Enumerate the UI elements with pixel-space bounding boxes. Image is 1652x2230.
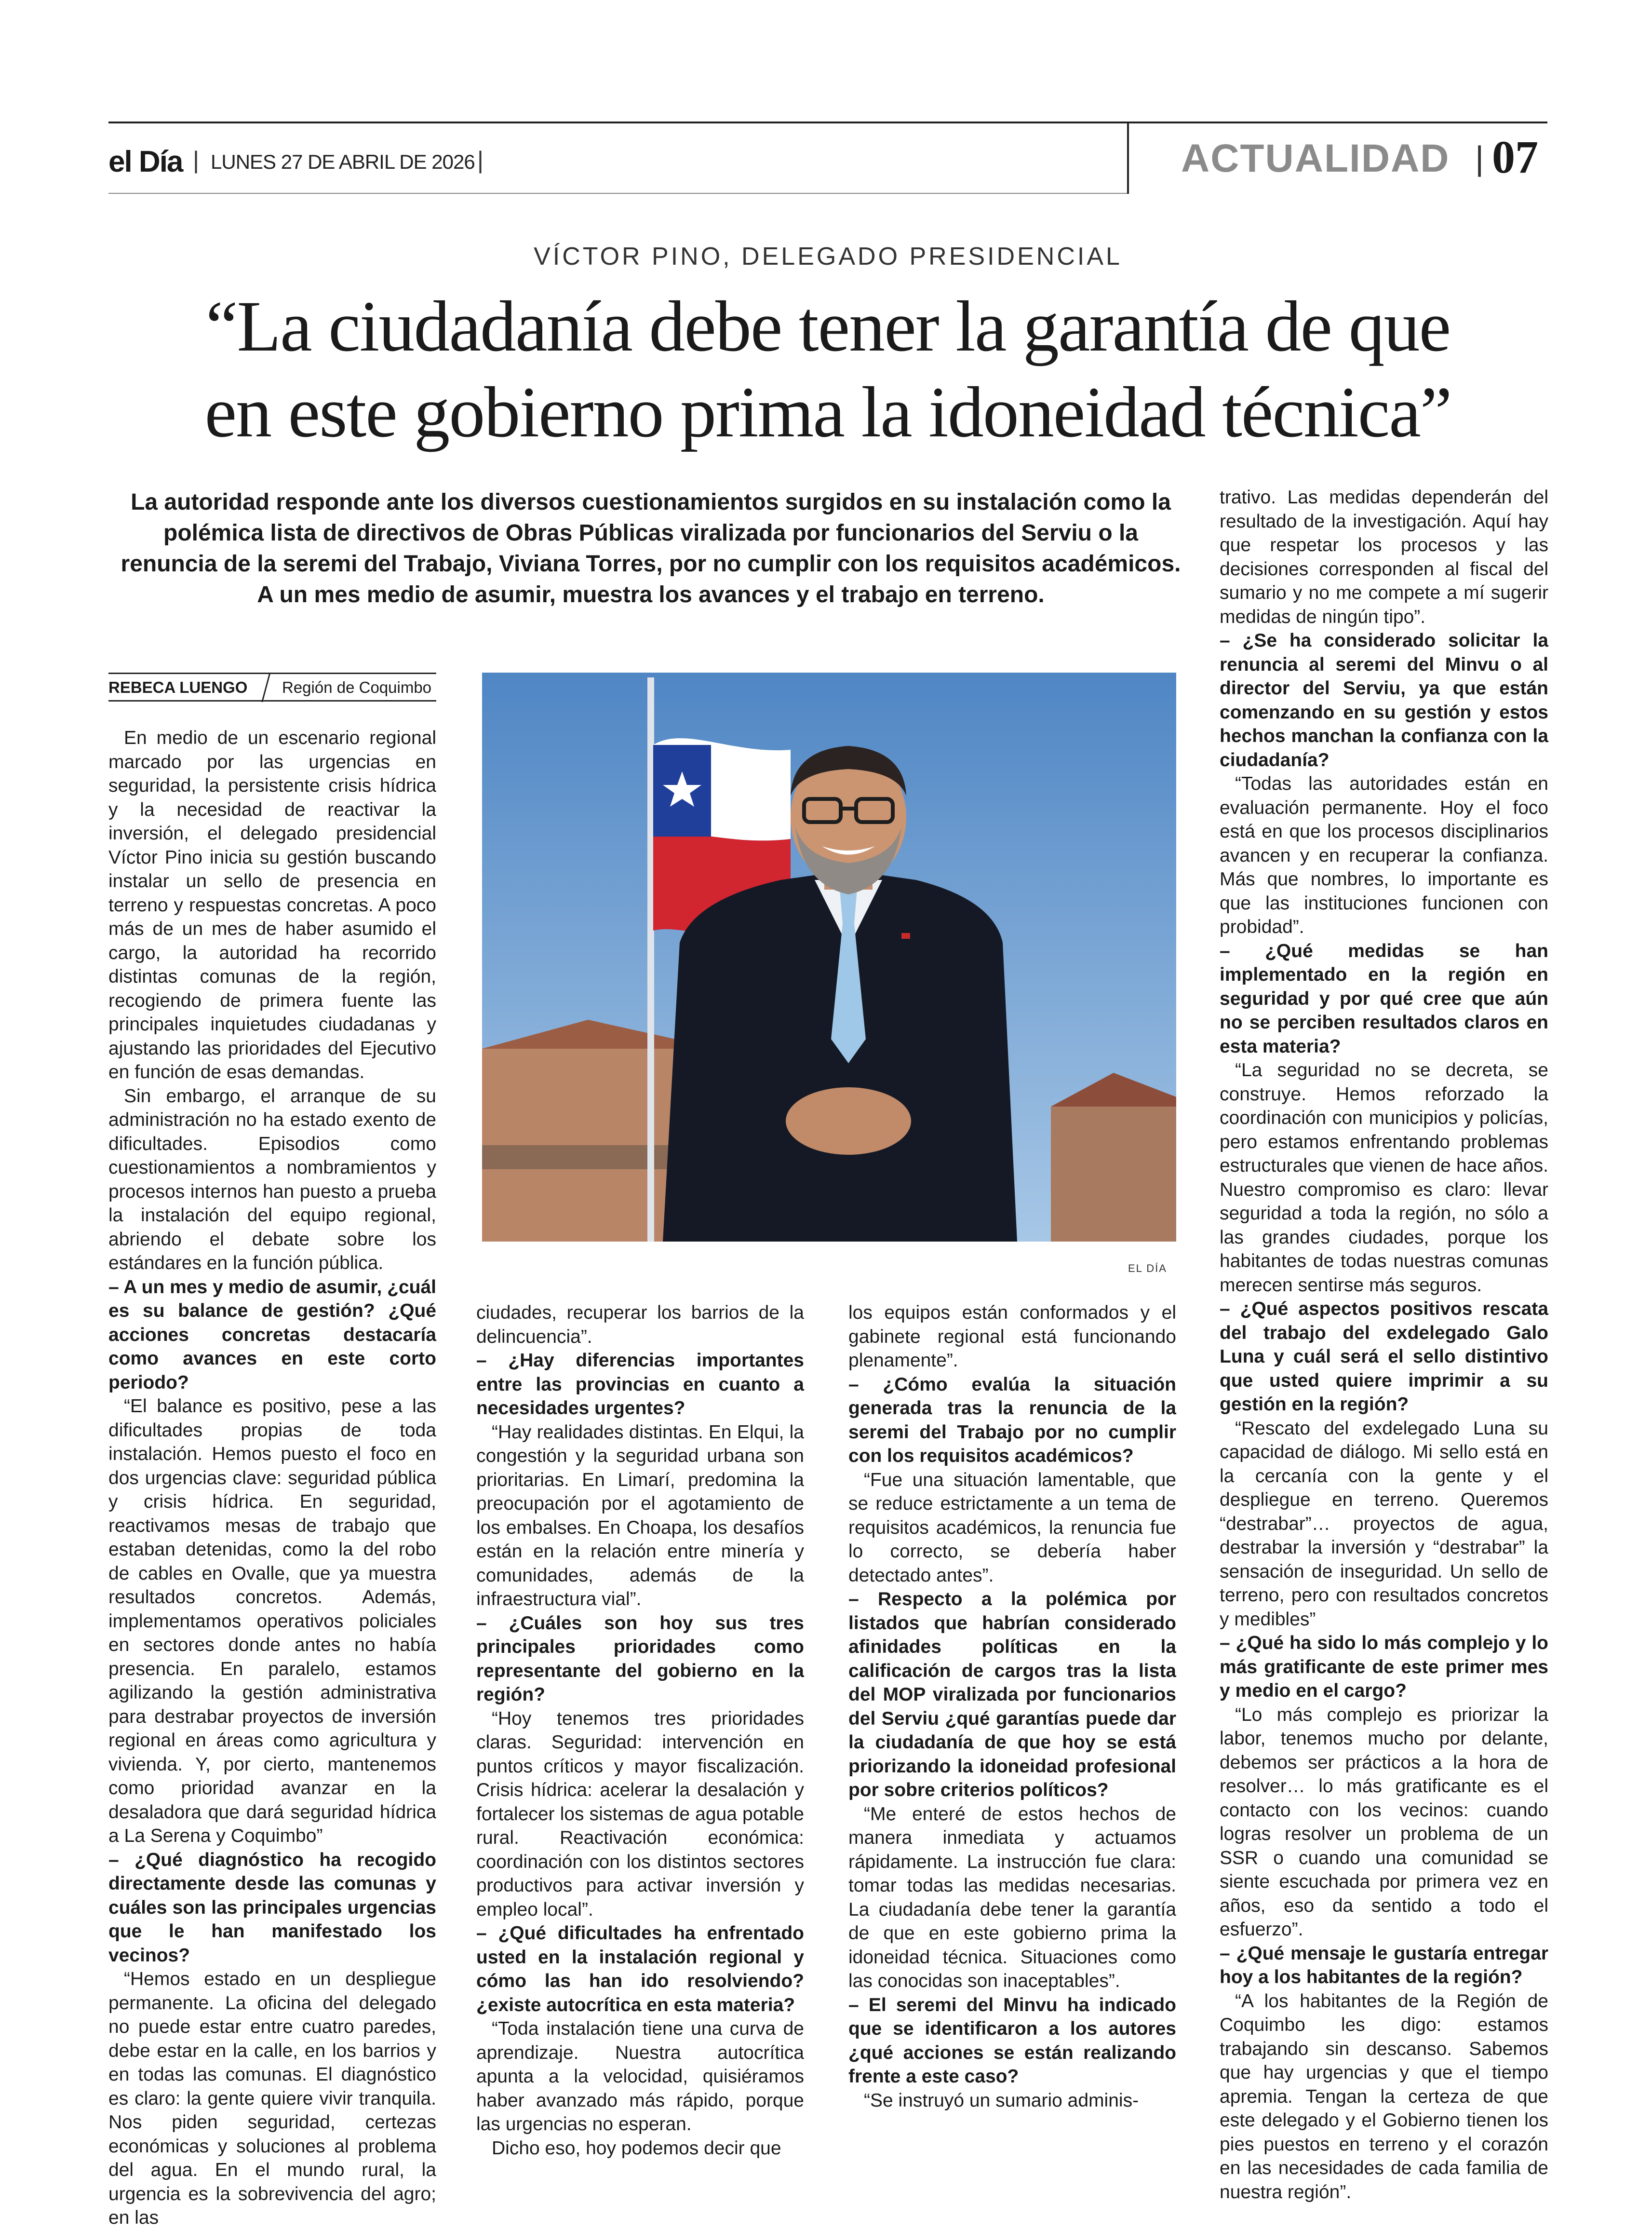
body-paragraph: “Rescato del exdelegado Luna su capacidad de diálogo. Mi sello está en la cercanía con la gente y el despliegue en terreno. Queremos “destrabar”… proyectos de agua, destrabar la inversión y “destrabar” la sensación de inseguridad. Un sello de terreno, pero con resultados concretos y medibles” (1220, 1418, 1548, 1630)
interview-question: – ¿Qué ha sido lo más complejo y lo más gratificante de este primer mes y medio en el cargo? (1220, 1633, 1548, 1701)
body-paragraph: “Toda instalación tiene una curva de aprendizaje. Nuestra autocrítica apunta a la velocidad, quisiéramos haber avanzado más rápido, porque las urgencias no esperan. (476, 2018, 804, 2135)
interview-question: – ¿Qué medidas se han implementado en la región en seguridad y por qué cree que aún no se perciben resultados claros en esta materia? (1220, 940, 1548, 1057)
interview-question: – El seremi del Minvu ha indicado que se identificaron a los autores ¿qué acciones se están realizando frente a este caso? (848, 1994, 1176, 2087)
interview-question: – ¿Qué dificultades ha enfrentado usted en la instalación regional y cómo las han ido resolviendo? ¿existe autocrítica en esta materia? (476, 1923, 804, 2015)
body-paragraph: “Se instruyó un sumario adminis- (864, 2090, 1139, 2111)
author-name: REBECA LUENGO (108, 678, 248, 696)
body-paragraph: “Hemos estado en un despliegue permanente. La oficina del delegado no puede estar entre cuatro paredes, debe estar en la calle, en los barrios y en todas las comunas. El diagnóstico es claro: la gente quiere vivir tranquila. Nos piden seguridad, certezas económicas y soluciones al problema del agua. En el mundo rural, la urgencia es la sobrevivencia del agro; en las (108, 1969, 436, 2228)
byline-slash (261, 674, 270, 702)
header-top-rule (108, 122, 1547, 123)
continued-paragraph: los equipos están conformados y el gabinete regional está funcionando plenamente”. (848, 1302, 1176, 1371)
body-paragraph: Dicho eso, hoy podemos decir que (492, 2137, 781, 2159)
body-paragraph: “Fue una situación lamentable, que se reduce estrictamente a un tema de requisitos académicos, la renuncia fue lo correcto, se debería haber detectado antes”. (848, 1469, 1176, 1586)
interview-question: – ¿Qué diagnóstico ha recogido directamente desde las comunas y cuáles son las principales urgencias que le han manifestado los vecinos? (108, 1849, 436, 1966)
continued-paragraph: ciudades, recuperar los barrios de la delincuencia”. (476, 1302, 804, 1347)
article-lead: La autoridad responde ante los diversos cuestionamientos surgidos en su instalación como la polémica lista de directivos de Obras Públicas viralizada por funcionarios del Serviu o la renuncia de la seremi del Trabajo, Viviana Torres, por no cumplir con los requisitos académicos. A un mes medio de asumir, muestra los avances y el trabajo en terreno. (121, 489, 1181, 608)
interview-question: – ¿Qué aspectos positivos rescata del trabajo del exdelegado Galo Luna y cuál será el sello distintivo que usted quiere imprimir a su gestión en la región? (1220, 1298, 1548, 1415)
article-photo (482, 673, 1176, 1242)
interview-question: – ¿Cuáles son hoy sus tres principales prioridades como representante del gobierno en la región? (476, 1612, 804, 1705)
headline-line-2: en este gobierno prima la idoneidad técnica” (204, 372, 1451, 452)
body-paragraph: “Hoy tenemos tres prioridades claras. Seguridad: intervención en puntos críticos y mayor fiscalización. Crisis hídrica: acelerar la desalación y fortalecer los sistemas de agua potable rural. Reactivación económica: coordinación con los distintos sectores productivos para activar inversión y empleo local”. (476, 1708, 804, 1920)
interview-question: – ¿Se ha considerado solicitar la renuncia al seremi del Minvu o al director del Serviu, ya que están comenzando en su gestión y estos hechos manchan la confianza con la ciudadanía? (1220, 630, 1548, 770)
interview-question: – ¿Hay diferencias importantes entre las provincias en cuanto a necesidades urgentes? (476, 1350, 804, 1419)
portrait-illustration (482, 673, 1176, 1242)
interview-question: – A un mes y medio de asumir, ¿cuál es su balance de gestión? ¿Qué acciones concretas destacaría como avances en este corto periodo? (108, 1276, 436, 1393)
article-headline (108, 284, 1547, 455)
body-paragraph: “A los habitantes de la Región de Coquimbo les digo: estamos trabajando sin descanso. Sabemos que hay urgencias y que el tiempo apremia. Tengan la certeza de que este delegado y el Gobierno tienen los pies puestos en terreno y el corazón en las necesidades de cada familia de nuestra región”. (1220, 1990, 1548, 2203)
body-paragraph: “Lo más complejo es priorizar la labor, tenemos mucho por delante, debemos ser prácticos a la hora de resolver… lo más gratificante es el contacto con los vecinos: cuando logras resolver un problema de un SSR o cuando una comunidad se siente escuchada por primera vez en años, eso da sentido a todo el esfuerzo”. (1220, 1704, 1548, 1940)
issue-date: LUNES 27 DE ABRIL DE 2026 (211, 150, 475, 173)
article-column-4 (1220, 486, 1548, 2204)
body-paragraph: “Me enteré de estos hechos de manera inmediata y actuamos rápidamente. La instrucción fue clara: tomar todas las medidas necesarias. La ciudadanía debe tener la garantía de que en este gobierno prima la idoneidad técnica. Situaciones como las conocidas son inaceptables”. (848, 1803, 1176, 1991)
body-paragraph: “Hay realidades distintas. En Elqui, la congestión y la seguridad urbana son prioritarias. En Limarí, predomina la preocupación por el agotamiento de los embalses. En Choapa, los desafíos están en la relación entre minería y comunidades, además de la infraestructura vial”. (476, 1421, 804, 1609)
body-paragraph: “La seguridad no se decreta, se construye. Hemos reforzado la coordinación con municipios y policías, pero estamos enfrentando problemas estructurales que vienen de hace años. Nuestro compromiso es claro: llevar seguridad a toda la región, no sólo a las grandes ciudades, porque los habitantes de todas nuestras comunas merecen sentirse más seguros. (1220, 1060, 1548, 1296)
byline (108, 673, 436, 702)
body-paragraph: En medio de un escenario regional marcado por las urgencias en seguridad, la persistente crisis hídrica y la necesidad de reactivar la inversión, el delegado presidencial Víctor Pino inicia su gestión buscando instalar un sello de presencia en terreno y respuestas concretas. A poco más de un mes de haber asumido el cargo, la autoridad ha recorrido distintas comunas de la región, recogiendo de primera fuente las principales inquietudes ciudadanas y ajustando las prioridades del Ejecutivo en función de esas demandas. (108, 728, 436, 1082)
header-bottom-rule (108, 193, 1127, 194)
continued-paragraph: trativo. Las medidas dependerán del resultado de la investigación. Aquí hay que respetar los procesos y las decisiones corresponden al fiscal del sumario y no me compete a mí sugerir medidas de ningún tipo”. (1220, 487, 1548, 627)
interview-question: – ¿Cómo evalúa la situación generada tras la renuncia de la seremi del Trabajo por no cumplir con los requisitos académicos? (848, 1374, 1176, 1466)
body-paragraph: Sin embargo, el arranque de su administración no ha estado exento de dificultades. Episodios como cuestionamientos a nombramientos y procesos internos han puesto a prueba la instalación del equipo regional, abriendo el debate sobre los estándares en la función pública. (108, 1085, 436, 1273)
header-separator: | (1475, 139, 1484, 177)
header-separator: | (477, 147, 484, 174)
author-region: Región de Coquimbo (282, 678, 432, 696)
article-column-2 (476, 1301, 804, 2160)
article-column-1 (108, 726, 436, 2230)
article-kicker: VÍCTOR PINO, DELEGADO PRESIDENCIAL (534, 243, 1122, 270)
section-name: ACTUALIDAD (1181, 136, 1450, 180)
newspaper-logo: el Día (108, 145, 183, 178)
interview-question: – Respecto a la polémica por listados que habrían considerado afinidades políticas en la calificación de cargos tras la lista del MOP viralizada por funcionarios del Serviu ¿qué garantías puede dar la ciudadanía de que hoy se está priorizando la idoneidad profesional por sobre criterios políticos? (848, 1589, 1176, 1800)
interview-question: – ¿Qué mensaje le gustaría entregar hoy a los habitantes de la región? (1220, 1943, 1548, 1987)
body-paragraph: “Todas las autoridades están en evaluación permanente. Hoy el foco está en que los procesos disciplinarios avancen y en recuperar la confianza. Más que nombres, lo importante es que las instituciones funcionen con probidad”. (1220, 773, 1548, 937)
page-number: 07 (1492, 131, 1538, 183)
photo-credit: EL DÍA (1128, 1262, 1167, 1274)
header-separator: | (193, 147, 199, 174)
body-paragraph: “El balance es positivo, pese a las dificultades propias de toda instalación. Hemos puesto el foco en dos urgencias clave: seguridad pública y crisis hídrica. En seguridad, reactivamos mesas de trabajo que estaban detenidas, como la del robo de cables en Ovalle, que ya muestra resultados concretos. Además, implementamos operativos policiales en sectores donde antes no había presencia. En paralelo, estamos agilizando la gestión administrativa para destrabar proyectos de inversión regional en áreas como agricultura y vivienda. Y, por cierto, mantenemos como prioridad avanzar en la desaladora que dará seguridad hídrica a La Serena y Coquimbo” (108, 1396, 436, 1846)
article-column-3 (848, 1301, 1176, 2112)
header-divider (1127, 122, 1129, 194)
headline-line-1: “La ciudadanía debe tener la garantía de que (205, 286, 1451, 366)
